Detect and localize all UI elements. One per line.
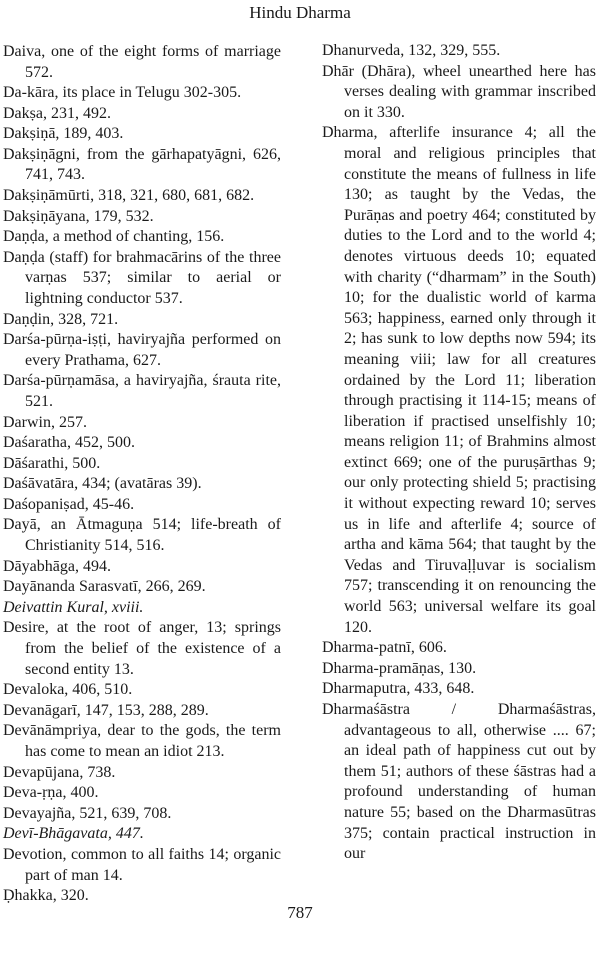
- index-entry: Ḍhakka, 320.: [3, 887, 89, 905]
- index-entry: Dakṣa, 231, 492.: [3, 104, 111, 122]
- index-entry: Daśāvatāra, 434; (avatāras 39).: [3, 475, 202, 493]
- index-entry: Devotion, common to all faiths 14; organic part of man 14.: [3, 845, 281, 884]
- index-entry: Dhār (Dhāra), wheel unearthed here has verses dealing with grammar inscribed on it 330.: [322, 62, 596, 121]
- index-entry: Daṇḍin, 328, 721.: [3, 310, 119, 328]
- index-entry: Darśa-pūrṇamāsa, a haviryajña, śrauta rite, 521.: [3, 372, 281, 410]
- index-entry: Devaloka, 406, 510.: [3, 681, 133, 699]
- index-entry: Desire, at the root of anger, 13; springs from the belief of the existence of a second entity 13.: [3, 619, 281, 678]
- index-entry: Daśopaniṣad, 45-46.: [3, 495, 135, 513]
- index-entry: Daṇḍa, a method of chanting, 156.: [3, 228, 225, 246]
- running-head: Hindu Dharma: [249, 3, 351, 22]
- index-column-left: [3, 41, 281, 907]
- index-entry: Dharmaśāstra / Dharmaśāstras, advantageous to all, otherwise .... 67; an ideal path of happiness cut out by them 51; authors of these śāstras had a profound understanding of human nature 55; based on the Dharmasūtras 375; contain practical instruction in our: [322, 701, 596, 863]
- index-entry: [3, 598, 281, 619]
- page-number: 787: [287, 903, 313, 922]
- index-entry: Devānāmpriya, dear to the gods, the term has come to mean an idiot 213.: [3, 722, 281, 760]
- index-entry: Devayajña, 521, 639, 708.: [3, 804, 172, 822]
- index-entry: Daiva, one of the eight forms of marriage 572.: [3, 43, 281, 81]
- index-entry: Dharma-pramāṇas, 130.: [322, 659, 477, 677]
- index-entry: Dakṣiṇā, 189, 403.: [3, 125, 124, 143]
- index-entry: Dhanurveda, 132, 329, 555.: [322, 42, 501, 59]
- index-entry: Dharma, afterlife insurance 4; all the moral and religious principles that constitute the means of fullness in life 130; as taught by the Vedas, the Purāṇas and poetry 464; constituted by duties to the Lord and to the world 4; denotes virtuous deeds 10; equated with charity (“dharmam” in the South) 10; for the dualistic world of karma 563; happiness, earned only through it 2; has sunk to low depths now 594; its meaning viii; law for all creatures ordained by the Lord 11; liberation through practising it 114-15; means of liberation if practised unselfishly 10; means religion 11; of Brahmins almost extinct 669; one of the puruṣārthas 9; our only protecting shield 5; practising it without expecting reward 10; serves us in life and afterlife 4; source of artha and kāma 564; that taught by the Vedas and Tiruvaḷḷuvar is socialism 757; transcending it on renouncing the world 563; universal welfare its goal 120.: [322, 124, 596, 636]
- index-entry: Dayānanda Sarasvatī, 266, 269.: [3, 578, 206, 596]
- index-entry: Devapūjana, 738.: [3, 763, 116, 781]
- index-entry: Da-kāra, its place in Telugu 302-305.: [3, 84, 242, 101]
- index-entry: Daṇḍa (staff) for brahmacārins of the three varṇas 537; similar to aerial or lightning conductor 537.: [3, 248, 281, 307]
- book-title: Deivattin Kural, xviii.: [3, 598, 144, 616]
- index-entry: Darśa-pūrṇa-iṣṭi, haviryajña performed on every Prathama, 627.: [3, 331, 281, 369]
- index-entry: [3, 824, 281, 845]
- index-column-right: [322, 41, 596, 865]
- index-entry: Dakṣiṇāyana, 179, 532.: [3, 207, 154, 225]
- index-entry: Dharma-patnī, 606.: [322, 639, 447, 657]
- index-entry: Dāśarathi, 500.: [3, 454, 101, 472]
- index-entry: Daśaratha, 452, 500.: [3, 434, 135, 452]
- index-entry: Deva-ṛṇa, 400.: [3, 784, 99, 802]
- index-entry: Dakṣiṇāmūrti, 318, 321, 680, 681, 682.: [3, 186, 255, 204]
- index-entry: Dayā, an Ātmaguṇa 514; life-breath of Christianity 514, 516.: [3, 516, 281, 555]
- index-entry: Devanāgarī, 147, 153, 288, 289.: [3, 701, 209, 719]
- index-entry: Darwin, 257.: [3, 413, 87, 431]
- index-entry: Dharmaputra, 433, 648.: [322, 680, 475, 698]
- index-entry: Dakṣiṇāgni, from the gārhapatyāgni, 626, 741, 743.: [3, 145, 281, 184]
- book-title: Devī-Bhāgavata, 447.: [3, 825, 144, 843]
- index-entry: Dāyabhāga, 494.: [3, 557, 111, 575]
